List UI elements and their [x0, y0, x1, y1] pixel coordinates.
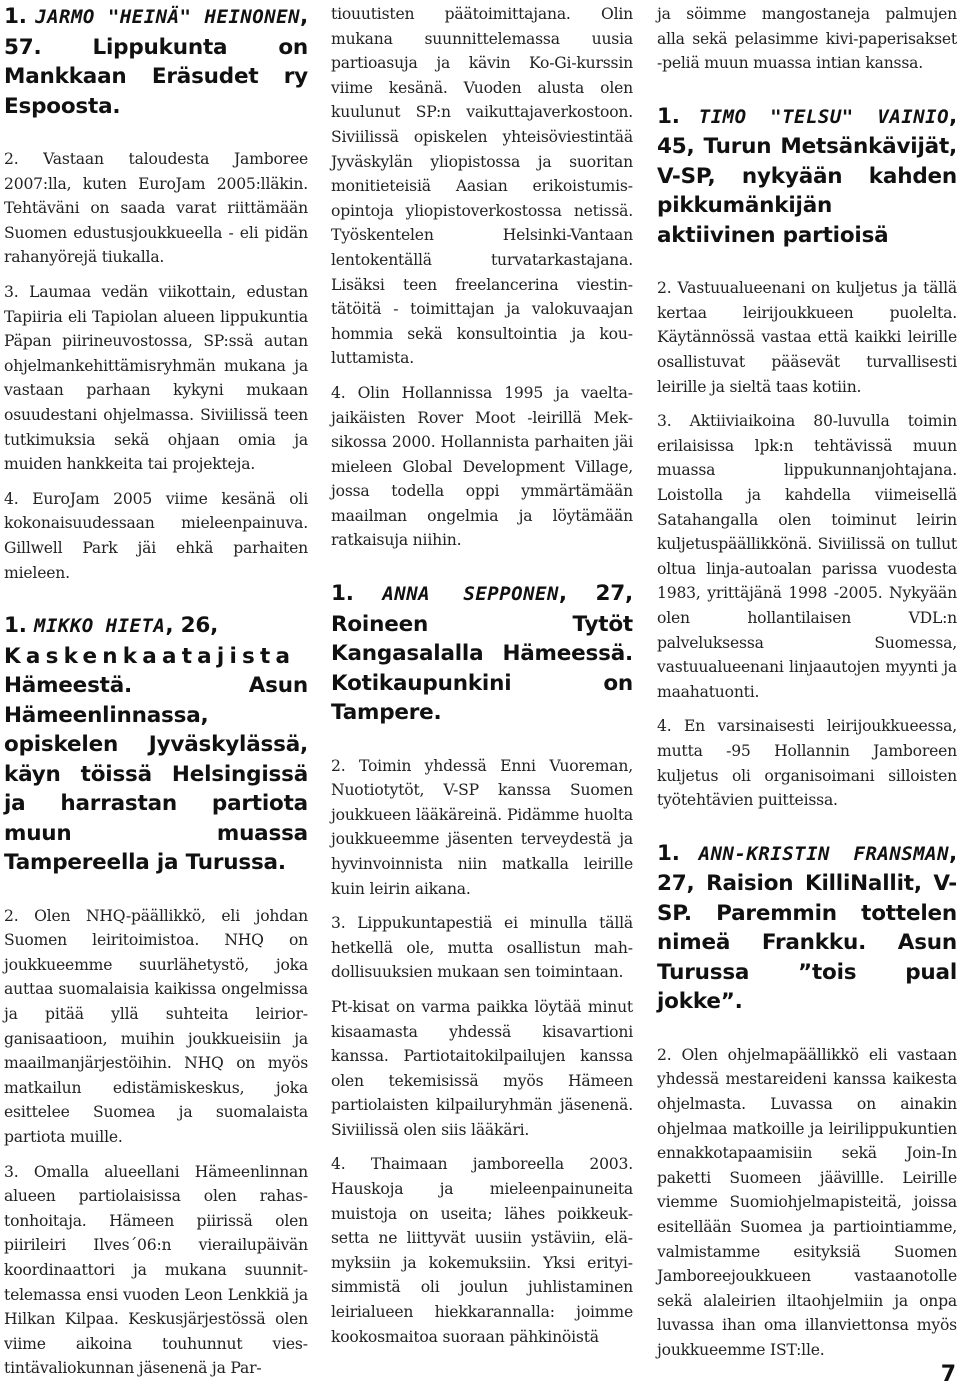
- answer-4: 4. En varsinaisesti leirijoukkueessa, mutta -95 Hollannin Jamboreen kuljetus oli organisoimani silloisten työtehtävien puitteissa.: [657, 717, 957, 810]
- answer-4: 4. Olin Hollannissa 1995 ja vaeltajaikäisten Rover Moot -leirillä Meksikossa 2000. Hollannista parhaiten jäi mieleen Global Development Village, jossa todella oppi ymmärtämään maailman ongelmia ja löytämään ratkaisuja niihin.: [331, 383, 633, 550]
- profile-heading-anna: [331, 579, 633, 728]
- person-name: MIKKO HIETA: [34, 615, 166, 638]
- article-column-3: [657, 2, 957, 1372]
- heading-age: , 26,: [165, 613, 219, 639]
- answer-4: 4. Thaimaan jamboreella 2003. Hauskoja ja mieleenpainuneita muistoja on useita; lähes poikkeuksetta ne liittyvät uusiin ystäviin, elämyksiin ja kokemuksiin. Yksi erityisimmistä oli joulun juhlistaminen leirialueen hiekkarannalla: joimme kookosmaitoa suoraan pähkinöistä: [331, 1155, 633, 1346]
- heading-detail: Hämeestä. Asun Hämeenlinnassa, opiskelen Jyväskylässä, käyn töissä Helsingissä ja harrastan partiota muun muassa Tampereella ja Turussa.: [4, 673, 308, 876]
- heading-number: 1.: [4, 4, 36, 29]
- answer-2: 2. Vastuualueenani on kuljetus ja tällä kertaa leirijoukkueen puolelta. Käytännössä vastaa että kaikki leirille osallistuvat pääsevät turvallisesti leirille ja sieltä taas kotiin.: [657, 279, 957, 396]
- answer-3-continued: Pt-kisat on varma paikka löytää minut kisaamasta yhdessä kisavartioni kanssa. Partiotaitokilpailujen kanssa olen tekemisissä myös Hämeen partiolaisten kilpailuryhmän jäsenenä. Siviilissä olen siis lääkäri.: [331, 997, 633, 1139]
- answer-2: 2. Olen ohjelmapäällikkö eli vastaan yhdessä mestareideni kanssa kaikesta ohjelmasta. Luvassa on ainakin ohjelmaa matkoille ja leirilippukuntien ennakkotapaamisiin sekä Join-In paketti Suomeen jäävillle. Leirille viemme Suomiohjelmapisteitä, joissa esitellään Suomea ja partiointiamme, valmistamme esityksiä Suomen Jamboreejoukkueen vastaanotolle sekä alaleirien iltaohjelmiin ja onpa luvassa ihan oma illanviettonsa myös joukkueemme IST:lle.: [657, 1045, 957, 1359]
- answer-3: 3. Lippukuntapestiä ei minulla tällä hetkellä ole, mutta osallistun mahdollisuuksien mukaan sen toimintaan.: [331, 914, 633, 982]
- article-column-2: [331, 2, 633, 1359]
- person-name: JARMO "HEINÄ" HEINONEN: [35, 6, 301, 28]
- answer-continued: ja söimme mangostaneja palmujen alla sekä pelasimme kivi-paperisakset -peliä muun muassa intian kanssa.: [657, 5, 957, 73]
- answer-2: 2. Toimin yhdessä Enni Vuoreman, Nuotiotytöt, V-SP kanssa Suomen joukkueen lääkäreinä. Pidämme huolta joukkueemme jäsenten terveydestä ja hyvinvoinnista niin matkalla leirille kuin leirin aikana.: [331, 756, 633, 898]
- heading-detail: , 57. Lippukunta on Mankkaan Eräsudet ry Espoosta.: [4, 4, 308, 119]
- answer-continued: tiouutisten päätoimittajana. Olin mukana suunnittelemassa uusia partioasuja ja kävin Ko-Gi-kurssin viime kesänä. Vuoden alusta olen kuulunut SP:n vaikuttajaverkostoon. Siviilissä opiskelen yhteisöviestintää Jyväskylän yliopistossa ja suoritan monitieteisiä Aasian erikoistumisopintoja yliopistoverkostossa netissä. Työskentelen Helsinki-Vantaan lentokentällä turvatarkastajana. Lisäksi teen freelancerina viestintätöitä - toimittajan ja valokuvaajan hommia sekä konsultointia ja kouluttamista.: [331, 5, 633, 368]
- answer-2: 2. Vastaan taloudesta Jamboree 2007:lla, kuten EuroJam 2005:lläkin. Tehtäväni on saada varat riittämään Suomen edustusjoukkueella - eli pidän rahanyörejä tiukalla.: [4, 150, 308, 267]
- profile-heading-jarmo: [4, 2, 308, 121]
- heading-number: 1.: [657, 840, 699, 866]
- heading-detail: , 45, Turun Metsänkävijät, V-SP, nykyään kahden pikkumänkijän aktiivinen partioisä: [657, 103, 958, 248]
- answer-3: 3. Omalla alueellani Hämeenlinnan alueen partiolaisissa olen rahastonhoitaja. Hämeen piirissä olen piirileiri Ilves´06:n vierailupäivän koordinaattori ja mukana suunnittelemassa ensi vuoden Leon Lenkkiä ja Hilkan Kilpaa. Keskusjärjestössä olen viime aikoina touhunnut viestintävaliokunnan jäsenenä ja Par-: [4, 1162, 308, 1378]
- person-name: ANNA SEPPONEN: [382, 583, 559, 606]
- answer-2: 2. Olen NHQ-päällikkö, eli johdan Suomen leiritoimistoa. NHQ on joukkueemme suurlähetystö, joka auttaa suomalaisia kaikissa ongelmissa ja pitää yllä suhteita leiriorganisaatioon, muihin joukkueisiin ja maailmanjärjestöihin. NHQ on myös matkailun edistämiskeskus, joka esittelee Suomea ja suomalaista partiota muille.: [4, 906, 308, 1146]
- page-number: 7: [940, 1362, 956, 1387]
- person-name: TIMO "TELSU" VAINIO: [698, 105, 950, 128]
- profile-heading-timo: [657, 102, 957, 251]
- profile-heading-ann-kristin: [657, 839, 957, 1017]
- answer-3: 3. Laumaa vedän viikottain, edustan Tapiiria eli Tapiolan alueen lippukuntia Päpan piirineuvostossa, SP:ssä autan ohjelmankehittämisryhmän mukana ja vastaan parhaan kykyni mukaan osuudestani ohjelmassa. Siviilissä teen tutkimuksia sekä ohjaan omia ja muiden hankkeita tai projekteja.: [4, 282, 308, 474]
- profile-heading-mikko: [4, 611, 308, 878]
- answer-4: 4. EuroJam 2005 viime kesänä oli kokonaisuudessaan mieleenpainuva. Gillwell Park jäi ehkä parhaiten mieleen.: [4, 489, 308, 582]
- heading-detail: , 27, Roineen Tytöt Kangasalalla Hämeessä. Kotikaupunkini on Tampere.: [331, 581, 633, 726]
- heading-number: 1.: [4, 613, 35, 639]
- heading-number: 1.: [331, 581, 383, 607]
- heading-detail: , 27, Raision KilliNallit, V-SP. Paremmin tottelen nimeä Frankku. Asun Turussa ”tois pual jokke”.: [657, 840, 958, 1015]
- heading-number: 1.: [657, 103, 699, 129]
- answer-3: 3. Aktiiviaikoina 80-luvulla toimin erilaisissa lpk:n tehtävissä muun muassa lippukunnanjohtajana. Loistolla ja kahdella viimeisellä Satahangalla olen toiminut leirin kuljetuspäällikkönä. Siviilissä on tullut oltua linja-autoalan parissa vuodesta 1983, yrittäjänä 1998 -2005. Nykyään olen hollantilaisen VDL:n palveluksessa Suomessa, vastuualueenani linjaautojen myynti ja maahatuonti.: [657, 412, 957, 701]
- person-name: ANN-KRISTIN FRANSMAN: [698, 842, 950, 865]
- heading-group: Kaskenkaatajista: [4, 643, 296, 669]
- article-column-1: [4, 2, 308, 1391]
